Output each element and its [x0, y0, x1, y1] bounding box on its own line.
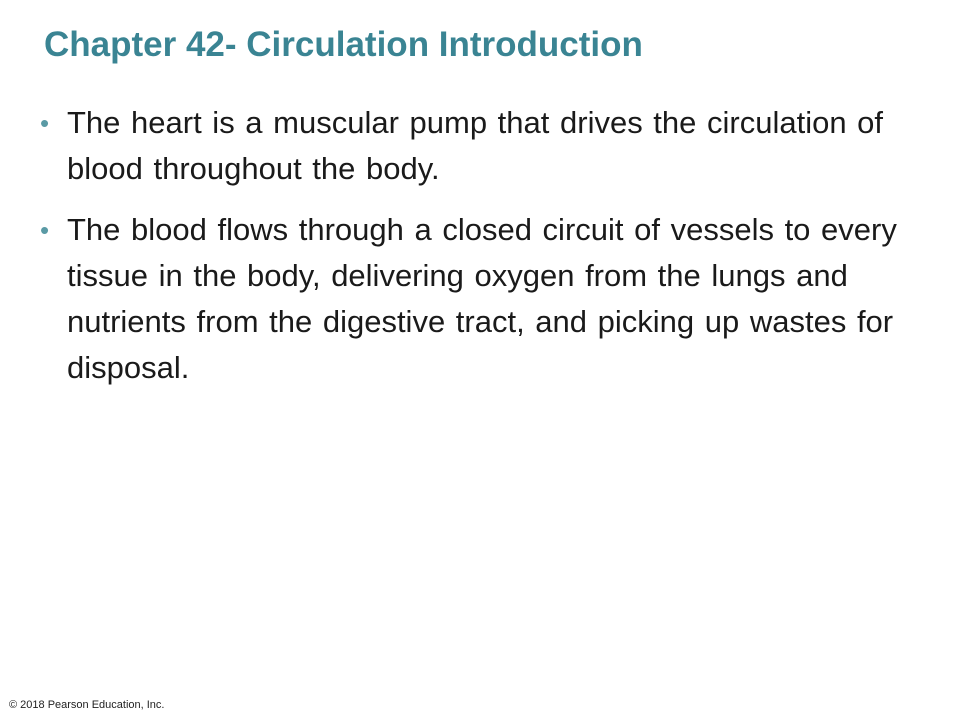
bullet-text: The blood flows through a closed circuit of vessels to every tissue in the body, delivering oxygen from the lungs and nutrients from the digestive tract, and picking up wastes for disposal. — [67, 212, 897, 385]
bullet-list — [38, 100, 908, 406]
bullet-marker: • — [40, 108, 50, 138]
bullet-text: The heart is a muscular pump that drives the circulation of blood throughout the body. — [67, 105, 884, 186]
copyright-notice: © 2018 Pearson Education, Inc. — [9, 699, 165, 711]
bullet-item — [38, 100, 908, 192]
bullet-marker: • — [40, 215, 50, 245]
bullet-item — [38, 207, 908, 391]
slide-title: Chapter 42- Circulation Introduction — [44, 25, 643, 64]
